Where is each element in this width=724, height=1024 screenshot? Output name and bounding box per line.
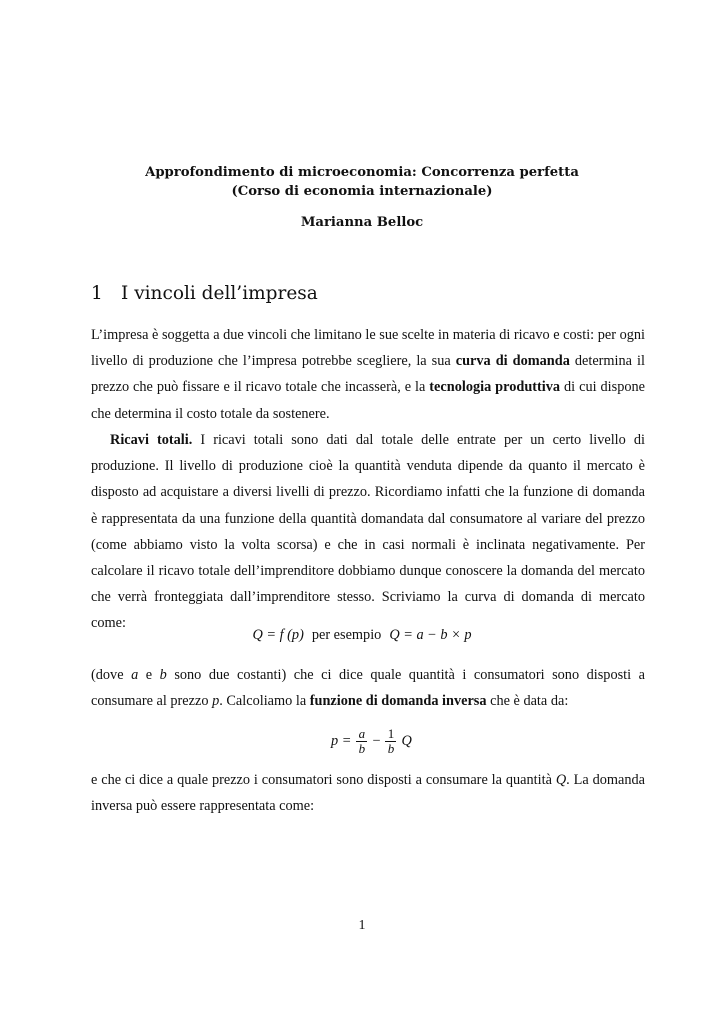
equation-demand bbox=[0, 627, 724, 644]
author-name: Marianna Belloc bbox=[300, 215, 424, 230]
title-line-2: (Corso di economia internazionale) bbox=[231, 184, 493, 199]
fraction-2-numerator: 1 bbox=[387, 726, 395, 741]
equation-demand-middle: per esempio bbox=[311, 627, 382, 643]
paragraph-inverse-representation bbox=[91, 767, 645, 819]
equation-inverse-demand bbox=[331, 727, 412, 756]
para3-text-2: e bbox=[138, 667, 160, 683]
para2-text: I ricavi totali sono dati dal totale delle entrate per un certo livello di produzione. Il livello di produzione cioè la quantità venduta dipende da quanto il mercato è disposto ad acquistare a diversi livelli di prezzo. Ricordiamo infatti che la funzione di domanda è rappresentata da una funzione della quantità domandata dal consumatore al variare del prezzo (come abbiamo visto la volta scorsa) e che in casi normali è inclinata negativamente. Per calcolare il ricavo totale dell’imprenditore dobbiamo dunque conoscere la domanda del mercato che verrà fronteggiata dall’imprenditore stesso. Scriviamo la curva di domanda di mercato come: bbox=[91, 432, 645, 632]
fraction-2-denominator: b bbox=[387, 741, 395, 756]
title-block bbox=[0, 163, 724, 243]
para4-text-2: . La domanda inversa può essere rappresentata come: bbox=[91, 772, 645, 815]
para3-bold-inverse-demand: funzione di domanda inversa bbox=[309, 693, 487, 710]
equation-demand-lhs: Q = f (p) bbox=[252, 627, 304, 643]
equation-inverse-minus: − bbox=[372, 733, 381, 749]
para1-bold-demand-curve: curva di domanda bbox=[455, 353, 570, 370]
section-number: 1 bbox=[91, 283, 103, 304]
section-title: I vincoli dell’impresa bbox=[121, 283, 318, 304]
fraction-1-numerator: a bbox=[358, 726, 366, 741]
para4-var-q: Q bbox=[555, 772, 567, 788]
para3-var-a: a bbox=[131, 667, 139, 683]
para1-bold-technology: tecnologia produttiva bbox=[429, 379, 561, 396]
paragraph-inverse-demand bbox=[91, 662, 645, 714]
para2-heading: Ricavi totali. bbox=[110, 432, 193, 448]
fraction-a-over-b bbox=[356, 727, 367, 756]
para3-text-4: . Calcoliamo la bbox=[219, 693, 310, 710]
para1-text-1: L’impresa è soggetta a due vincoli che limitano le sue scelte in materia di ricavo e costi: per ogni livello di produzione che l’impresa potrebbe scegliere, la sua bbox=[91, 327, 645, 370]
para1-text-2: determina il prezzo che può fissare e il ricavo totale che incasserà, e la bbox=[91, 353, 645, 396]
page-number: 1 bbox=[358, 918, 366, 933]
fraction-1-denominator: b bbox=[358, 741, 366, 756]
para4-text-1: e che ci dice a quale prezzo i consumatori sono disposti a consumare la quantità bbox=[91, 772, 556, 788]
para3-text-3: sono due costanti) che ci dice quale quantità i consumatori sono disposti a consumare al prezzo bbox=[91, 667, 645, 710]
equation-inverse-var-q: Q bbox=[401, 733, 412, 749]
para1-text-3: di cui dispone che determina il costo totale da sostenere. bbox=[91, 379, 645, 422]
fraction-1-over-b bbox=[385, 727, 396, 756]
para3-text-1: (dove bbox=[91, 667, 132, 683]
section-heading bbox=[91, 283, 318, 304]
title-line-1: Approfondimento di microeconomia: Concorrenza perfetta bbox=[145, 165, 579, 180]
para3-text-5: che è data da: bbox=[486, 693, 569, 710]
equation-inverse-lhs: p = bbox=[331, 733, 352, 749]
para3-var-b: b bbox=[159, 667, 167, 683]
para3-var-p: p bbox=[212, 693, 220, 710]
equation-demand-rhs: Q = a − b × p bbox=[389, 627, 472, 643]
paragraph-constraints bbox=[91, 322, 645, 427]
paragraph-total-revenue bbox=[91, 427, 645, 637]
